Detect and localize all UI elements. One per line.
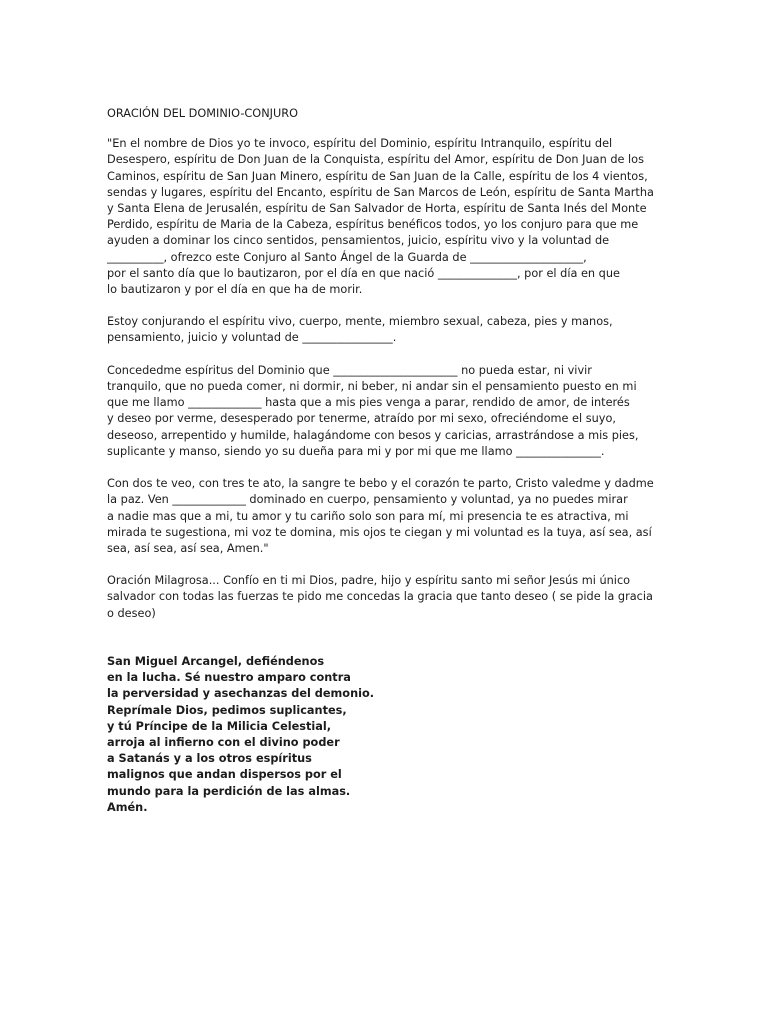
- text-line: la paz. Ven _____________ dominado en cuerpo, pensamiento y voluntad, ya no puedes mirar: [107, 493, 628, 507]
- prayer-line: a Satanás y a los otros espíritus: [107, 752, 312, 766]
- text-line: mirada te sugestiona, mi voz te domina, mis ojos te ciegan y mi voluntad es la tuya, así sea, así: [107, 525, 652, 539]
- paragraph-invocation: [107, 136, 663, 298]
- text-line: o deseo): [107, 606, 156, 620]
- text-line: lo bautizaron y por el día en que ha de morir.: [107, 282, 363, 296]
- text-line: Estoy conjurando el espíritu vivo, cuerpo, mente, miembro sexual, cabeza, pies y manos,: [107, 315, 613, 329]
- text-line: "En el nombre de Dios yo te invoco, espíritu del Dominio, espíritu Intranquilo, espíritu del: [107, 137, 613, 151]
- text-line: a nadie mas que a mi, tu amor y tu cariño solo son para mí, mi presencia te es atractiva, mi: [107, 509, 629, 523]
- prayer-line: Reprímale Dios, pedimos suplicantes,: [107, 703, 347, 717]
- spacer: [107, 122, 663, 136]
- prayer-line: arroja al infierno con el divino poder: [107, 735, 340, 749]
- prayer-san-miguel: [107, 654, 663, 816]
- document-page: [107, 106, 663, 622]
- text-line: tranquilo, que no pueda comer, ni dormir, ni beber, ni andar sin el pensamiento puesto en mi: [107, 380, 637, 393]
- text-line: que me llamo _____________ hasta que a mis pies venga a parar, rendido de amor, de interés: [107, 396, 630, 410]
- prayer-line: San Miguel Arcangel, defiéndenos: [107, 655, 325, 668]
- spacer: [107, 557, 663, 573]
- paragraph-oracion-milagrosa: [107, 573, 663, 622]
- text-line: sea, así sea, así sea, Amen.": [107, 541, 269, 555]
- paragraph-con-dos: [107, 476, 663, 557]
- prayer-line: malignos que andan dispersos por el: [107, 768, 342, 782]
- text-line: Concededme espíritus del Dominio que ______________________ no pueda estar, ni vivir: [107, 363, 592, 377]
- text-line: Desespero, espíritu de Don Juan de la Conquista, espíritu del Amor, espíritu de Don Juan de los: [107, 153, 644, 167]
- prayer-line: en la lucha. Sé nuestro amparo contra: [107, 671, 351, 685]
- text-line: suplicante y manso, siendo yo su dueña para mi y por mi que me llamo _______________.: [107, 444, 605, 458]
- spacer: [107, 347, 663, 363]
- text-line: y Santa Elena de Jerusalén, espíritu de San Salvador de Horta, espíritu de Santa Inés del Monte: [107, 201, 647, 215]
- document-title: ORACIÓN DEL DOMINIO-CONJURO: [107, 107, 298, 120]
- text-line: Oración Milagrosa... Confío en ti mi Dios, padre, hijo y espíritu santo mi señor Jesús mi único: [107, 574, 631, 588]
- text-line: ayuden a dominar los cinco sentidos, pensamientos, juicio, espíritu vivo y la voluntad de: [107, 234, 610, 248]
- text-line: pensamiento, juicio y voluntad de ________________.: [107, 331, 397, 345]
- paragraph-conjuring: [107, 314, 663, 346]
- prayer-line: la perversidad y asechanzas del demonio.: [107, 687, 375, 701]
- text-line: y deseo por verme, desesperado por tenerme, atraído por mi sexo, ofreciéndome el suyo,: [107, 412, 616, 426]
- text-line: Caminos, espíritu de San Juan Minero, espíritu de San Juan de la Calle, espíritu de los 4 vientos,: [107, 169, 648, 183]
- text-line: deseoso, arrepentido y humilde, halagándome con besos y caricias, arrastrándose a mis pies,: [107, 428, 639, 442]
- paragraph-concededme: [107, 363, 663, 460]
- prayer-line: y tú Príncipe de la Milicia Celestial,: [107, 719, 332, 733]
- text-line: Perdido, espíritu de Maria de la Cabeza, espíritus benéficos todos, yo los conjuro para que me: [107, 218, 639, 232]
- spacer: [107, 298, 663, 314]
- text-line: sendas y lugares, espíritu del Encanto, espíritu de San Marcos de León, espíritu de Santa Martha: [107, 185, 654, 199]
- prayer-line: mundo para la perdición de las almas.: [107, 784, 351, 798]
- text-line: __________, ofrezco este Conjuro al Santo Ángel de la Guarda de ____________________,: [107, 250, 587, 264]
- text-line: salvador con todas las fuerzas te pido me concedas la gracia que tanto deseo ( se pide la gracia: [107, 590, 653, 604]
- spacer: [107, 460, 663, 476]
- prayer-line: Amén.: [107, 800, 148, 814]
- text-line: por el santo día que lo bautizaron, por el día en que nació ______________, por el día en que: [107, 266, 620, 280]
- text-line: Con dos te veo, con tres te ato, la sangre te bebo y el corazón te parto, Cristo valedme y dadme: [107, 477, 654, 491]
